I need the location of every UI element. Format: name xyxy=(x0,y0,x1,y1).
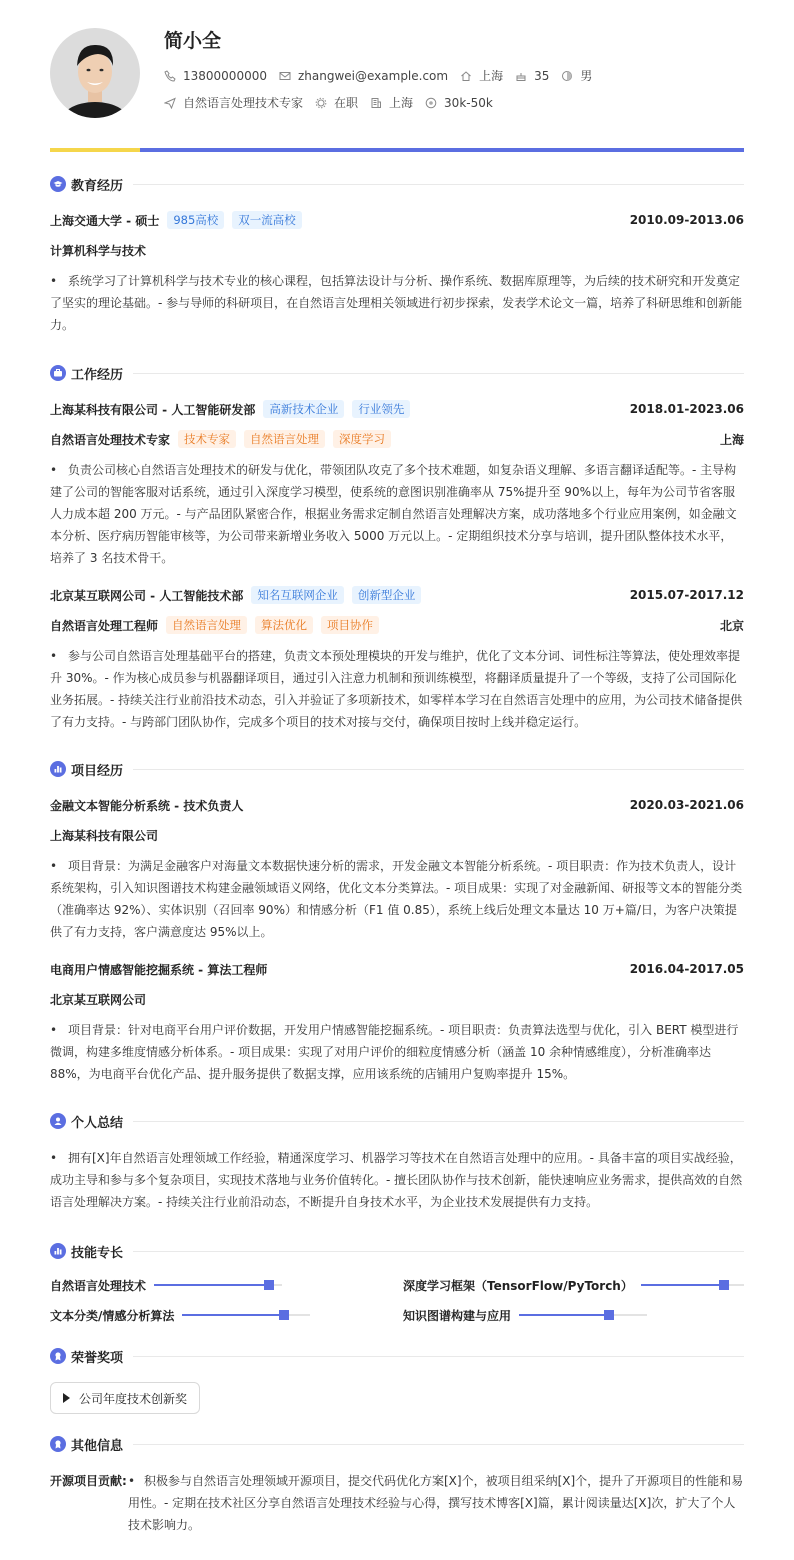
entry-header xyxy=(50,795,744,815)
description-text: 项目背景：为满足金融客户对海量文本数据快速分析的需求，开发金融文本智能分析系统。- 项目职责：作为技术负责人，设计系统架构，引入知识图谱技术构建金融领域语义网络，优化文本分类算法。- 项目成果：实现了对金融新闻、研报等文本的智能分类（准确率达 92%）、实体识别（召回率 90%）和情感分析（F1 值 0.85），系统上线后处理文本量达 10 万+篇/日，为客户决策提供了有力支持，客户满意度达 95%以上。 xyxy=(50,859,743,939)
project-name: 电商用户情感智能挖掘系统 - 算法工程师 xyxy=(50,962,268,977)
other-item xyxy=(50,1470,744,1536)
location-item xyxy=(460,67,503,84)
user-icon xyxy=(50,1113,66,1129)
skill-bar-knob xyxy=(279,1310,289,1320)
entry-city: 北京 xyxy=(719,618,744,633)
skill-bar-knob xyxy=(264,1280,274,1290)
awards-section xyxy=(50,1346,744,1414)
coin-icon xyxy=(425,97,437,109)
section-label: 其他信息 xyxy=(71,1438,124,1454)
company-name: 上海某科技有限公司 - 人工智能研发部 xyxy=(50,402,256,417)
building-icon xyxy=(370,97,382,109)
description-text: 拥有[X]年自然语言处理领域工作经验，精通深度学习、机器学习等技术在自然语言处理中的应用。- 具备丰富的项目实战经验，成功主导和参与多个复杂项目，实现技术落地与业务价值转化。- 擅长团队协作与技术创新，能快速响应业务需求，提供高效的自然语言处理解决方案。- 持续关注行业前沿动态，不断提升自身技术水平，为企业技术发展提供有力支持。 xyxy=(50,1151,743,1209)
section-title xyxy=(50,1346,744,1366)
summary-section xyxy=(50,1111,744,1213)
award-icon xyxy=(50,1436,66,1452)
description-text: 积极参与自然语言处理领域开源项目，提交代码优化方案[X]个，被项目组采纳[X]个，提升了开源项目的性能和易用性。- 定期在技术社区分享自然语言处理技术经验与心得，撰写技术博客[X]篇，累计阅读量达[X]次，扩大了个人技术影响力。 xyxy=(128,1474,744,1532)
entry-date: 2020.03-2021.06 xyxy=(629,798,744,812)
skill-bar xyxy=(154,1284,282,1286)
job-row xyxy=(164,89,604,116)
skill-bar-fill xyxy=(154,1284,269,1286)
entry-description: • 项目背景：为满足金融客户对海量文本数据快速分析的需求，开发金融文本智能分析系统。- 项目职责：作为技术负责人，设计系统架构，引入知识图谱技术构建金融领域语义网络，优化文本分类算法。- 项目成果：实现了对金融新闻、研报等文本的智能分类（准确率达 92%）、实体识别（召回率 90%）和情感分析（F1 值 0.85），系统上线后处理文本量达 10 万+篇/日，为客户决策提供了有力支持，客户满意度达 95%以上。 xyxy=(50,859,743,939)
company-tag: 知名互联网企业 xyxy=(251,586,344,604)
skill-item xyxy=(50,1276,403,1294)
description-text: 系统学习了计算机科学与技术专业的核心课程，包括算法设计与分析、操作系统、数据库原理等，为后续的技术研究和开发奠定了坚实的理论基础。- 参与导师的科研项目，在自然语言处理相关领域进行初步探索，发表学术论文一篇，培养了科研思维和创新能力。 xyxy=(50,274,743,332)
skill-bar-fill xyxy=(182,1314,284,1316)
candidate-name: 简小全 xyxy=(164,30,222,52)
play-icon xyxy=(63,1393,70,1403)
entry-subheader xyxy=(50,989,744,1009)
skills-section xyxy=(50,1241,744,1324)
school-name: 上海交通大学 - 硕士 xyxy=(50,213,160,228)
contact-row xyxy=(164,62,604,89)
skill-item xyxy=(403,1276,744,1294)
school-tag: 985高校 xyxy=(167,211,224,229)
description-text: 参与公司自然语言处理基础平台的搭建，负责文本预处理模块的开发与维护，优化了文本分词、词性标注等算法，使处理效率提升 30%。- 作为核心成员参与机器翻译项目，通过引入注意力机制和预训练模型，将翻译质量提升了一个等级，支持了公司国际化业务拓展。- 持续关注行业前沿技术动态，引入并验证了多项新技术，如零样本学习在自然语言处理中的应用，为公司技术储备提供了有力支持。- 与跨部门团队协作，完成多个项目的技术对接与交付，确保项目按时上线并稳定运行。 xyxy=(50,649,743,729)
section-title xyxy=(50,174,744,194)
section-label: 教育经历 xyxy=(71,178,124,194)
skill-bar xyxy=(519,1314,647,1316)
role-tag: 项目协作 xyxy=(321,616,379,634)
major-name: 计算机科学与技术 xyxy=(50,243,147,258)
project-entry xyxy=(50,795,744,943)
gender-item xyxy=(561,67,592,84)
section-title xyxy=(50,363,744,383)
avatar xyxy=(50,28,140,118)
phone-text: 13800000000 xyxy=(183,68,267,83)
section-title xyxy=(50,759,744,779)
school-tag: 双一流高校 xyxy=(232,211,302,229)
entry-header xyxy=(50,210,744,230)
section-label: 工作经历 xyxy=(71,367,124,383)
job-title-item xyxy=(164,94,303,111)
section-label: 技能专长 xyxy=(71,1245,124,1261)
email-item xyxy=(279,69,448,83)
section-label: 项目经历 xyxy=(71,763,124,779)
section-rule xyxy=(133,1444,744,1445)
skill-bar-knob xyxy=(719,1280,729,1290)
project-org: 北京某互联网公司 xyxy=(50,992,147,1007)
award-label: 公司年度技术创新奖 xyxy=(79,1391,188,1406)
other-label: 开源项目贡献: xyxy=(50,1474,127,1488)
education-entry xyxy=(50,210,744,336)
skill-label: 知识图谱构建与应用 xyxy=(403,1308,512,1323)
award-icon xyxy=(50,1348,66,1364)
status-text: 在职 xyxy=(334,96,359,110)
section-rule xyxy=(133,184,744,185)
role-tag: 深度学习 xyxy=(333,430,391,448)
skills-grid xyxy=(50,1276,744,1324)
salary-text: 30k-50k xyxy=(444,95,493,110)
header-divider xyxy=(50,148,744,152)
role-tag: 自然语言处理 xyxy=(166,616,247,634)
skill-bar xyxy=(641,1284,744,1286)
gender-text: 男 xyxy=(580,69,593,83)
entry-description: • 负责公司核心自然语言处理技术的研发与优化，带领团队攻克了多个技术难题，如复杂语义理解、多语言翻译适配等。- 主导构建了公司的智能客服对话系统，通过引入深度学习模型，使系统的意图识别准确率从 75%提升至 90%以上，每年为公司节省客服人力成本超 200 万元。- 与产品团队紧密合作，根据业务需求定制自然语言处理解决方案，成功落地多个行业应用案例，如金融文本分析、医疗病历智能审核等，为公司带来新增业务收入 5000 万元以上。- 定期组织技术分享与培训，提升团队整体技术水平，培养了 3 名技术骨干。 xyxy=(50,463,737,565)
award-badge[interactable] xyxy=(50,1382,200,1414)
company-tag: 行业领先 xyxy=(352,400,410,418)
entry-header xyxy=(50,399,744,419)
gender-icon xyxy=(561,70,573,82)
entry-subheader xyxy=(50,429,744,449)
section-label: 个人总结 xyxy=(71,1115,124,1131)
section-title xyxy=(50,1241,744,1261)
entry-description: • 系统学习了计算机科学与技术专业的核心课程，包括算法设计与分析、操作系统、数据库原理等，为后续的技术研究和开发奠定了坚实的理论基础。- 参与导师的科研项目，在自然语言处理相关领域进行初步探索，发表学术论文一篇，培养了科研思维和创新能力。 xyxy=(50,274,743,332)
entry-header xyxy=(50,959,744,979)
section-label: 荣誉奖项 xyxy=(71,1350,124,1366)
entry-date: 2010.09-2013.06 xyxy=(629,213,744,227)
entry-subheader xyxy=(50,240,744,260)
entry-date: 2015.07-2017.12 xyxy=(629,588,744,602)
profile-header xyxy=(50,28,744,120)
skill-bar-fill xyxy=(519,1314,609,1316)
bar-chart-icon xyxy=(50,761,66,777)
entry-description: • 项目背景：针对电商平台用户评价数据，开发用户情感智能挖掘系统。- 项目职责：负责算法选型与优化，引入 BERT 模型进行微调，构建多维度情感分析体系。- 项目成果：实现了对用户评价的细粒度情感分析（涵盖 10 余种情感维度），分析准确率达 88%，为电商平台优化产品、提升服务提供了数据支撑，应用该系统的店铺用户复购率提升 15%。 xyxy=(50,1023,739,1081)
section-rule xyxy=(133,1251,744,1252)
job-title-text: 自然语言处理技术专家 xyxy=(183,96,304,110)
role-name: 自然语言处理工程师 xyxy=(50,618,159,633)
skill-item xyxy=(403,1306,744,1324)
role-tag: 技术专家 xyxy=(178,430,236,448)
gear-icon xyxy=(315,97,327,109)
section-title xyxy=(50,1434,744,1454)
entry-header xyxy=(50,585,744,605)
work-section xyxy=(50,363,744,733)
description-text: 负责公司核心自然语言处理技术的研发与优化，带领团队攻克了多个技术难题，如复杂语义理解、多语言翻译适配等。- 主导构建了公司的智能客服对话系统，通过引入深度学习模型，使系统的意图识别准确率从 75%提升至 90%以上，每年为公司节省客服人力成本超 200 万元。- 与产品团队紧密合作，根据业务需求定制自然语言处理解决方案，成功落地多个行业应用案例，如金融文本分析、医疗病历智能审核等，为公司带来新增业务收入 5000 万元以上。- 定期组织技术分享与培训，提升团队整体技术水平，培养了 3 名技术骨干。 xyxy=(50,463,737,565)
skill-bar xyxy=(182,1314,310,1316)
send-icon xyxy=(164,97,176,109)
description-text: 项目背景：针对电商平台用户评价数据，开发用户情感智能挖掘系统。- 项目职责：负责算法选型与优化，引入 BERT 模型进行微调，构建多维度情感分析体系。- 项目成果：实现了对用户评价的细粒度情感分析（涵盖 10 余种情感维度），分析准确率达 88%，为电商平台优化产品、提升服务提供了数据支撑，应用该系统的店铺用户复购率提升 15%。 xyxy=(50,1023,739,1081)
entry-description: • 参与公司自然语言处理基础平台的搭建，负责文本预处理模块的开发与维护，优化了文本分词、词性标注等算法，使处理效率提升 30%。- 作为核心成员参与机器翻译项目，通过引入注意力机制和预训练模型，将翻译质量提升了一个等级，支持了公司国际化业务拓展。- 持续关注行业前沿技术动态，引入并验证了多项新技术，如零样本学习在自然语言处理中的应用，为公司技术储备提供了有力支持。- 与跨部门团队协作，完成多个项目的技术对接与交付，确保项目按时上线并稳定运行。 xyxy=(50,649,743,729)
phone-icon xyxy=(164,70,176,82)
entry-subheader xyxy=(50,615,744,635)
skill-item xyxy=(50,1306,403,1324)
work-entry xyxy=(50,399,744,569)
location-text: 上海 xyxy=(479,69,504,83)
project-org: 上海某科技有限公司 xyxy=(50,828,159,843)
phone-item xyxy=(164,69,267,83)
target-city-item xyxy=(370,94,413,111)
mail-icon xyxy=(279,70,291,82)
section-title xyxy=(50,1111,744,1131)
skill-label: 深度学习框架（TensorFlow/PyTorch） xyxy=(403,1278,633,1293)
projects-section xyxy=(50,759,744,1085)
section-rule xyxy=(133,1121,744,1122)
briefcase-icon xyxy=(50,365,66,381)
salary-item xyxy=(425,96,493,110)
section-rule xyxy=(133,769,744,770)
section-rule xyxy=(133,373,744,374)
project-name: 金融文本智能分析系统 - 技术负责人 xyxy=(50,798,244,813)
skill-bar-knob xyxy=(604,1310,614,1320)
age-text: 35 xyxy=(534,68,550,83)
home-icon xyxy=(460,70,472,82)
entry-date: 2018.01-2023.06 xyxy=(629,402,744,416)
role-tag: 自然语言处理 xyxy=(244,430,325,448)
cake-icon xyxy=(515,70,527,82)
section-rule xyxy=(133,1356,744,1357)
status-item xyxy=(315,94,358,111)
target-city-text: 上海 xyxy=(389,96,414,110)
profile-info xyxy=(164,28,604,116)
bar-chart-icon xyxy=(50,1243,66,1259)
skill-bar-fill xyxy=(641,1284,724,1286)
role-tag: 算法优化 xyxy=(255,616,313,634)
role-name: 自然语言处理技术专家 xyxy=(50,432,171,447)
entry-subheader xyxy=(50,825,744,845)
work-entry xyxy=(50,585,744,733)
entry-city: 上海 xyxy=(719,432,744,447)
skill-label: 文本分类/情感分析算法 xyxy=(50,1308,175,1323)
entry-date: 2016.04-2017.05 xyxy=(629,962,744,976)
graduation-cap-icon xyxy=(50,176,66,192)
other-section xyxy=(50,1434,744,1536)
education-section xyxy=(50,174,744,336)
email-text: zhangwei@example.com xyxy=(297,68,449,83)
summary-description: • 拥有[X]年自然语言处理领域工作经验，精通深度学习、机器学习等技术在自然语言处理中的应用。- 具备丰富的项目实战经验，成功主导和参与多个复杂项目，实现技术落地与业务价值转化。- 擅长团队协作与技术创新，能快速响应业务需求，提供高效的自然语言处理解决方案。- 持续关注行业前沿动态，不断提升自身技术水平，为企业技术发展提供有力支持。 xyxy=(50,1151,743,1209)
age-item xyxy=(515,69,549,83)
company-name: 北京某互联网公司 - 人工智能技术部 xyxy=(50,588,244,603)
company-tag: 高新技术企业 xyxy=(263,400,344,418)
other-description: • 积极参与自然语言处理领域开源项目，提交代码优化方案[X]个，被项目组采纳[X]个，提升了开源项目的性能和易用性。- 定期在技术社区分享自然语言处理技术经验与心得，撰写技术博客[X]篇，累计阅读量达[X]次，扩大了个人技术影响力。 xyxy=(128,1474,744,1532)
project-entry xyxy=(50,959,744,1085)
skill-label: 自然语言处理技术 xyxy=(50,1278,147,1293)
company-tag: 创新型企业 xyxy=(352,586,422,604)
